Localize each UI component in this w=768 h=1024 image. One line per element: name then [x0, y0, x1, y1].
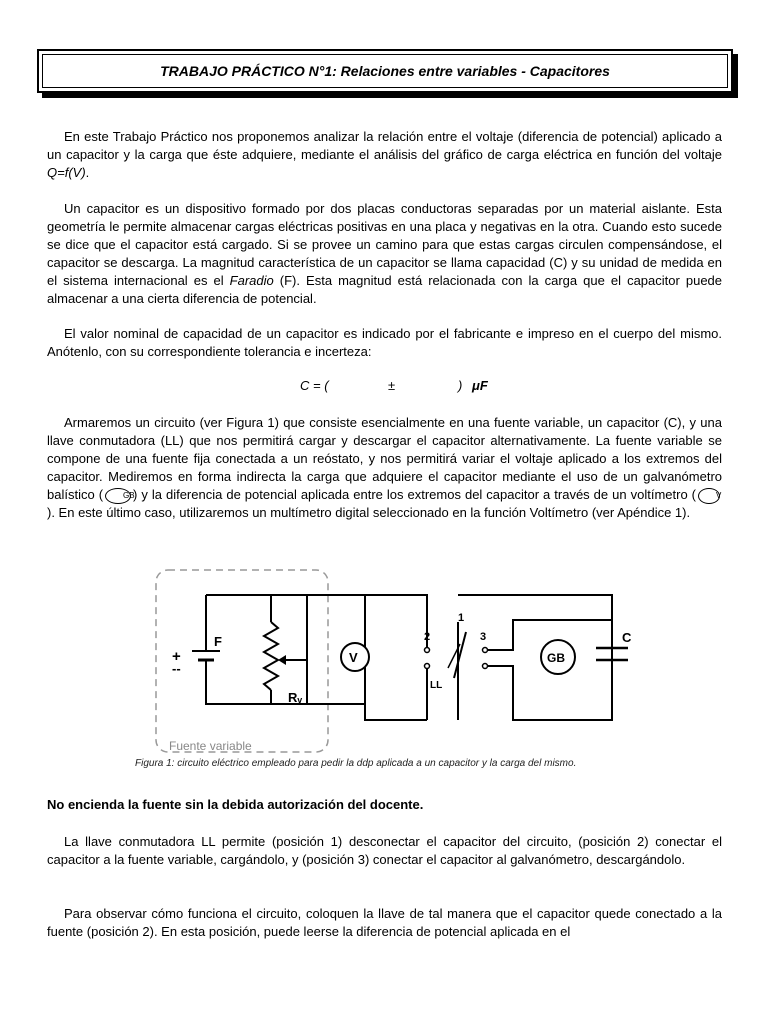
- fuente-variable-label: Fuente variable: [169, 739, 252, 753]
- galvanometer-label: GB: [547, 651, 565, 665]
- plus-label: +: [172, 648, 181, 665]
- switch-terminal-3: [483, 648, 488, 653]
- switch-lever: [454, 632, 466, 678]
- title-inner-frame: [42, 54, 728, 88]
- paragraph-circuit-description: [47, 414, 722, 522]
- faradio-term: Faradio: [229, 273, 274, 288]
- formula-pm: ±: [388, 378, 396, 393]
- intro-text: En este Trabajo Práctico nos proponemos analizar la relación entre el voltaje (diferencia de potencial) aplicado a un capacitor y la carga que éste adquiere, mediante el análisis del gráfico de carga eléctrica en función del voltaje: [47, 129, 722, 162]
- capacitor-label: C: [622, 630, 632, 645]
- observe-text: Para observar cómo funciona el circuito, coloquen la llave de tal manera que el capacitor quede conectado a la fuente (posición 2). En esta posición, puede leerse la diferencia de potencial aplicada en el: [47, 906, 722, 939]
- paragraph-observe: [47, 905, 722, 941]
- capacitor-wires: [458, 595, 612, 720]
- title-box: [37, 49, 733, 93]
- capacitor-text: Un capacitor es un dispositivo formado por dos placas conductoras separadas por un material aislante. Esta geometría le permite almacenar cargas eléctricas positivas en una placa y negativas en la otra. Cuando esto sucede se dice que el capacitor está cargado. Si se provee un camino para que estas cargas circulen compensándose, el capacitor se descarga. La magnitud característica de un capacitor se llama capacidad (C) y su unidad de medida en el sistema internacional es el: [47, 201, 722, 288]
- rheostat-wiper-arrow: [278, 655, 286, 665]
- formula-unit: μF: [472, 378, 488, 393]
- ll-label: LL: [430, 680, 443, 691]
- warning-text: No encienda la fuente sin la debida autorización del docente.: [47, 797, 424, 812]
- figure-caption: Figura 1: circuito eléctrico empleado para pedir la ddp aplicada a un capacitor y la carga del mismo.: [135, 758, 577, 769]
- voltmeter-symbol: V: [698, 488, 720, 504]
- formula-lhs: C = (: [300, 378, 329, 393]
- voltmeter-label: V: [349, 650, 358, 665]
- position-1-label: 1: [458, 612, 465, 624]
- switch-terminal-2b: [425, 664, 430, 669]
- switch-terminal-3b: [483, 664, 488, 669]
- switch-text: La llave conmutadora LL permite (posición 1) desconectar el capacitor del circuito, (posición 2) conectar el capacitor a la fuente variable, cargándolo, y (posición 3) conectar el capacitor al galvanómetro, descargándolo.: [47, 834, 722, 867]
- position-3-label: 3: [480, 631, 487, 643]
- circuit-text-a: Armaremos un circuito (ver Figura 1) que consiste esencialmente en una fuente variable, un capacitor (C), y una llave conmutadora (LL) que nos permitirá cargar y descargar el capacitor alternativamente. La fuente variable se compone de una fuente fija conectada a un reóstato, y nos permitirá variar el voltaje aplicado a los extremos del capacitor. Mediremos en forma indirecta la carga que adquiere el capacitor mediante el uso de un galvanómetro balístico (: [47, 415, 722, 502]
- paragraph-capacitor-definition: [47, 200, 722, 308]
- paragraph-switch: [47, 833, 722, 869]
- circuit-text-c: ). En este último caso, utilizaremos un multímetro digital seleccionado en la función Voltímetro (ver Apéndice 1).: [47, 505, 691, 520]
- circuit-diagram: [130, 560, 650, 760]
- paragraph-intro: [47, 128, 722, 182]
- circuit-text-b: ) y la diferencia de potencial aplicada entre los extremos del capacitor a través de un voltímetro (: [133, 487, 696, 502]
- intro-end: .: [85, 165, 90, 180]
- page-title: TRABAJO PRÁCTICO N°1: Relaciones entre variables - Capacitores: [160, 63, 610, 79]
- rheostat-zigzag: [264, 622, 278, 690]
- minus-label: --: [172, 661, 181, 676]
- nominal-text: El valor nominal de capacidad de un capacitor es indicado por el fabricante e impreso en el cuerpo del mismo. Anótenlo, con su correspondiente tolerancia e incerteza:: [47, 326, 722, 359]
- capacitor-text-rest: (F). Esta magnitud está relacionada con la carga que el capacitor puede almacenar a una cierta diferencia de potencial.: [47, 273, 723, 306]
- intro-formula: Q=f(V): [47, 165, 86, 180]
- source-wires: [206, 595, 427, 720]
- switch-terminal-2: [425, 648, 430, 653]
- rv-label: Rᵥ: [288, 690, 303, 705]
- position-2-label: 2: [424, 631, 431, 643]
- galvanometer-symbol: GB: [105, 488, 131, 504]
- switch-left-wires: [365, 595, 427, 720]
- fuente-label: F: [214, 634, 222, 649]
- formula-rhs: ): [458, 378, 463, 393]
- paragraph-nominal-value: [47, 325, 722, 361]
